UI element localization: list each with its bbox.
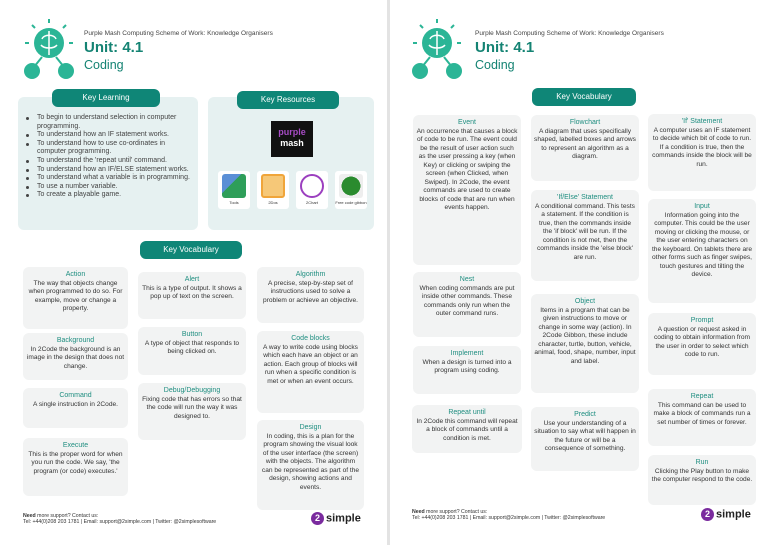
vocab-definition: When a design is turned into a program using coding. xyxy=(422,358,512,374)
vocab-term: Alert xyxy=(184,276,200,283)
vocab-definition: The way that objects change when programmed to do so. For example, move or change a property. xyxy=(28,279,123,312)
vocab-card xyxy=(257,267,364,323)
2simple-word: simple xyxy=(326,512,361,525)
scheme-subtitle: Purple Mash Computing Scheme of Work: Knowledge Organisers xyxy=(475,30,664,37)
learning-item: To understand what a variable is in programming. xyxy=(24,174,196,183)
learning-item: To understand how an IF/ELSE statement works. xyxy=(24,166,196,175)
unit-title: Unit: 4.1 xyxy=(475,39,535,56)
vocab-card xyxy=(531,115,639,181)
vocab-definition: Use your understanding of a situation to say what will happen in the future or will be a consequence of something. xyxy=(534,419,636,452)
vocab-definition: This is a type of output. It shows a pop up of text on the screen. xyxy=(142,284,242,300)
vocab-definition: A computer uses an IF statement to decide which bit of code to run. If a condition is true, then the commands inside the block will be run. xyxy=(652,126,752,168)
resource-tools[interactable] xyxy=(218,171,250,209)
vocab-term: Input xyxy=(694,203,710,210)
vocab-card xyxy=(138,327,246,375)
vocab-card xyxy=(413,346,521,394)
vocab-definition: Items in a program that can be given instructions to move or change in some way (action). In 2Code Gibbon, these include character, turtle, button, vehicle, animal, food, shape, number, input and label. xyxy=(534,306,636,365)
learning-item: To understand the 'repeat until' command. xyxy=(24,157,196,166)
knowledge-organiser-page-1 xyxy=(0,0,387,545)
gibbon-icon xyxy=(339,174,363,198)
vocab-card xyxy=(138,383,246,440)
learning-item: To begin to understand selection in computer programming. xyxy=(24,114,196,131)
purple-mash-logo[interactable] xyxy=(271,121,313,157)
2simple-mark: 2 xyxy=(311,512,324,525)
resource-2chart[interactable] xyxy=(296,171,328,209)
key-learning-heading: Key Learning xyxy=(52,89,160,107)
vocab-card xyxy=(23,388,128,428)
vocab-term: Debug/Debugging xyxy=(163,387,221,394)
vocab-term: 'If/Else' Statement xyxy=(557,194,613,201)
vocab-definition: A question or request asked in coding to obtain information from the user in order to select which code to run. xyxy=(653,325,751,358)
vocab-term: Code blocks xyxy=(291,335,330,342)
key-resources-heading: Key Resources xyxy=(237,91,339,109)
logo-word-purple: purple xyxy=(278,127,306,137)
footer-contact-details[interactable]: Tel: +44(0)208 203 1781 | Email: support@2simple.com | Twitter: @2simplesoftware xyxy=(23,519,217,526)
resource-label: Free code gibbon xyxy=(335,200,367,205)
2simple-logo xyxy=(701,508,751,521)
vocab-definition: When coding commands are put inside other commands. These commands only run when the outer command runs. xyxy=(419,284,515,317)
unit-name: Coding xyxy=(84,58,124,72)
vocab-term: Object xyxy=(574,298,596,305)
vocab-term: Implement xyxy=(450,350,484,357)
vocab-card xyxy=(257,331,364,413)
vocab-definition: A diagram that uses specifically shaped, labelled boxes and arrows to represent an algorithm as a diagram. xyxy=(534,127,636,160)
vocab-card xyxy=(257,420,364,510)
vocab-definition: A type of object that responds to being clicked on. xyxy=(144,339,240,355)
vocab-definition: A single instruction in 2Code. xyxy=(32,400,119,408)
knowledge-organiser-page-2 xyxy=(390,0,779,545)
vocab-card xyxy=(23,267,128,329)
unit-title: Unit: 4.1 xyxy=(84,39,144,56)
vocab-card xyxy=(648,455,756,505)
vocab-card xyxy=(412,405,522,453)
vocab-term: Algorithm xyxy=(295,271,326,278)
vocab-term: Event xyxy=(458,119,476,126)
resource-2dos[interactable] xyxy=(257,171,289,209)
vocab-card xyxy=(648,389,756,446)
resource-label: 2Chart xyxy=(305,200,318,205)
vocab-definition: Fixing code that has errors so that the code will run the way it was designed to. xyxy=(142,395,242,420)
vocab-card xyxy=(531,190,639,281)
unit-name: Coding xyxy=(475,58,515,72)
vocab-definition: This is the proper word for when you run the code. We say, 'the program (or code) executes.' xyxy=(28,450,123,475)
vocab-term: Repeat until xyxy=(448,409,486,416)
vocab-card xyxy=(138,272,246,319)
vocab-card xyxy=(413,115,521,265)
vocab-term: Repeat xyxy=(690,393,714,400)
2simple-mark: 2 xyxy=(701,508,714,521)
vocab-card xyxy=(648,114,756,191)
key-vocabulary-heading: Key Vocabulary xyxy=(140,241,242,259)
flowchart-icon xyxy=(300,174,324,198)
2simple-word: simple xyxy=(716,508,751,521)
vocab-definition: A conditional command. This tests a statement. If the condition is true, then the commands inside the 'if block' will be run. If the condition is not met, then the commands inside the 'else block' are run. xyxy=(535,202,635,261)
vocab-term: Command xyxy=(59,392,92,399)
vocab-term: Design xyxy=(299,424,322,431)
vocab-definition: Clicking the Play button to make the computer respond to the code. xyxy=(651,467,753,483)
key-resources-panel xyxy=(208,97,374,230)
vocab-card xyxy=(531,294,639,393)
vocab-term: Predict xyxy=(574,411,596,418)
vocab-term: Prompt xyxy=(690,317,714,324)
vocab-card xyxy=(531,407,639,471)
logo-word-mash: mash xyxy=(280,138,304,148)
key-learning-list xyxy=(24,114,196,200)
vocab-term: Flowchart xyxy=(569,119,601,126)
2simple-logo xyxy=(311,512,361,525)
brain-logo-icon xyxy=(22,17,77,81)
vocab-term: Background xyxy=(56,337,95,344)
footer-contact-details[interactable]: Tel: +44(0)208 203 1781 | Email: support@2simple.com | Twitter: @2simplesoftware xyxy=(412,515,606,522)
resource-code-gibbon[interactable] xyxy=(335,171,367,209)
learning-item: To use a number variable. xyxy=(24,183,196,192)
resource-label: 2Dos xyxy=(268,200,278,205)
key-vocabulary-heading: Key Vocabulary xyxy=(532,88,636,106)
vocab-term: Run xyxy=(695,459,709,466)
learning-item: To understand how an IF statement works. xyxy=(24,131,196,140)
vocab-card xyxy=(23,438,128,496)
vocab-definition: In 2Code the background is an image in the design that does not change. xyxy=(26,345,125,370)
vocab-definition: A way to write code using blocks which each have an object or an action. Each group of blocks will run when a specific condition is met or when an event occurs. xyxy=(263,343,358,385)
vocab-definition: A precise, step-by-step set of instructions used to solve a problem or achieve an objective. xyxy=(263,279,358,304)
tools-icon xyxy=(222,174,246,198)
vocab-term: Nest xyxy=(459,276,475,283)
support-footer xyxy=(412,509,672,521)
learning-item: To create a playable game. xyxy=(24,191,196,200)
vocab-card xyxy=(648,199,756,303)
footer-need: Need xyxy=(412,509,425,515)
vocab-definition: This command can be used to make a block of commands run a set number of times or forever. xyxy=(653,401,751,426)
vocab-card xyxy=(648,313,756,375)
footer-contact: more support? Contact us: xyxy=(37,513,99,519)
learning-item: To understand how to use co-ordinates in computer programming. xyxy=(24,140,196,157)
vocab-card xyxy=(23,333,128,380)
resource-label: Tools xyxy=(229,200,239,205)
vocab-definition: Information going into the computer. This could be the user moving or clicking the mouse, or the user entering characters on the keyboard. On tablets there are other forms such as finger swipes, touch gestures and tilting the device. xyxy=(651,211,753,278)
vocab-definition: In 2Code this command will repeat a block of commands until a condition is met. xyxy=(416,417,518,442)
support-footer xyxy=(23,513,263,525)
vocab-card xyxy=(413,272,521,337)
vocab-definition: In coding, this is a plan for the program showing the visual look of the user interface (the screen) with the objects. The algorithm can be represented as part of the design, showing actions and events. xyxy=(261,432,360,491)
footer-contact: more support? Contact us: xyxy=(426,509,488,515)
vocab-term: Button xyxy=(181,331,203,338)
brain-logo-icon xyxy=(410,17,465,81)
vocab-term: 'If' Statement xyxy=(681,118,723,125)
clipboard-icon xyxy=(261,174,285,198)
vocab-definition: An occurrence that causes a block of code to be run. The event could be the result of user action such as the user pressing a key (when Key) or clicking or swiping the screen (when Clicked, when Swiped). In 2Code, the event commands are used to create blocks of code that are run when events happen. xyxy=(416,127,518,211)
vocab-term: Execute xyxy=(62,442,89,449)
vocab-term: Action xyxy=(65,271,86,278)
scheme-subtitle: Purple Mash Computing Scheme of Work: Knowledge Organisers xyxy=(84,30,273,37)
footer-need: Need xyxy=(23,513,36,519)
